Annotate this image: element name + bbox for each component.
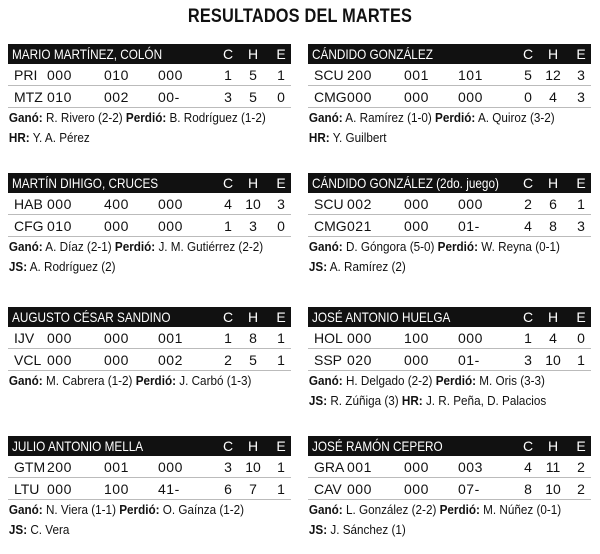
errors-total: 1 [277,330,285,346]
note-value: J. Sánchez (1) [327,522,406,537]
errors-total: 1 [277,459,285,475]
line-score-row [308,327,591,349]
pitching-note [8,108,266,128]
team-abbr: SCU [314,196,344,212]
hits-total: 10 [245,459,261,475]
line-score-row [8,64,291,86]
team-abbr: CAV [314,481,342,497]
pitching-note [308,128,563,148]
inning-group: 100 [104,481,129,497]
column-header: E [576,175,586,191]
note-value: H. Delgado (2-2) [342,373,436,388]
inning-group: 00- [158,89,180,105]
runs-total: 1 [224,218,232,234]
team-abbr: MTZ [14,89,43,105]
inning-group: 000 [404,352,429,368]
inning-group: 000 [47,196,72,212]
runs-total: 3 [224,89,232,105]
team-abbr: HOL [314,330,343,346]
venue-name: AUGUSTO CÉSAR SANDINO [12,309,171,325]
game-box [308,44,591,148]
pitching-note [308,520,563,540]
team-abbr: CMG [314,218,347,234]
note-label: HR: [8,130,30,145]
inning-group: 01- [458,218,480,234]
runs-total: 8 [524,481,532,497]
errors-total: 0 [277,218,285,234]
hits-total: 12 [545,67,561,83]
inning-group: 000 [404,218,429,234]
inning-group: 01- [458,352,480,368]
errors-total: 3 [577,89,585,105]
runs-total: 2 [224,352,232,368]
pitching-note [308,257,563,277]
errors-total: 2 [577,459,585,475]
errors-total: 1 [577,196,585,212]
note-value: W. Reyna (0-1) [477,239,560,254]
inning-group: 003 [458,459,483,475]
note-label: HR: [308,130,330,145]
team-abbr: VCL [14,352,42,368]
game-box [8,307,291,391]
game-box [8,173,291,277]
note-label: Ganó: [308,502,343,517]
runs-total: 4 [224,196,232,212]
column-header: H [547,438,559,454]
team-abbr: PRI [14,67,38,83]
game-box [308,173,591,277]
note-value: R. Zúñiga (3) [327,393,402,408]
column-header: H [547,309,559,325]
note-value: N. Viera (1-1) [42,502,120,517]
runs-total: 1 [224,330,232,346]
errors-total: 3 [277,196,285,212]
line-score-row [308,349,591,371]
inning-group: 000 [158,67,183,83]
column-header: E [276,46,286,62]
inning-group: 001 [404,67,429,83]
game-header [8,307,291,327]
inning-group: 000 [347,481,372,497]
line-score-row [308,64,591,86]
inning-group: 000 [158,459,183,475]
note-label: JS: [8,259,28,274]
inning-group: 010 [104,67,129,83]
note-value: J. M. Gutiérrez (2-2) [155,239,264,254]
runs-total: 2 [524,196,532,212]
column-header: C [522,46,534,62]
runs-total: 4 [524,218,532,234]
runs-total: 3 [224,459,232,475]
hits-total: 4 [549,89,557,105]
inning-group: 000 [47,352,72,368]
note-value: J. Carbó (1-3) [176,373,252,388]
inning-group: 100 [404,330,429,346]
note-label: Perdió: [119,502,160,517]
runs-total: 0 [524,89,532,105]
inning-group: 000 [47,67,72,83]
venue-name: JULIO ANTONIO MELLA [12,438,144,454]
note-label: JS: [308,393,328,408]
inning-group: 000 [104,218,129,234]
note-label: Ganó: [308,239,343,254]
line-score-row [8,456,291,478]
game-header [308,44,591,64]
hits-total: 10 [545,352,561,368]
runs-total: 6 [224,481,232,497]
team-abbr: CFG [14,218,44,234]
inning-group: 000 [404,459,429,475]
inning-group: 002 [347,196,372,212]
pitching-note [8,128,263,148]
inning-group: 000 [347,330,372,346]
inning-group: 000 [458,89,483,105]
column-header: C [522,175,534,191]
line-score-row [308,215,591,237]
note-value: A. Ramírez (2) [327,259,406,274]
runs-total: 1 [524,330,532,346]
game-box [308,436,591,540]
column-header: C [222,309,234,325]
note-value: L. González (2-2) [342,502,440,517]
column-header: C [222,175,234,191]
note-value: O. Gaínza (1-2) [159,502,245,517]
note-value: A. Rodríguez (2) [27,259,116,274]
note-label: Perdió: [135,373,177,388]
note-label: JS: [8,522,28,537]
column-header: C [522,309,534,325]
hits-total: 3 [249,218,257,234]
line-score-row [8,349,291,371]
hits-total: 10 [545,481,561,497]
note-value: R. Rivero (2-2) [42,110,126,125]
venue-name: JOSÉ ANTONIO HUELGA [312,309,451,325]
pitching-note [308,371,563,391]
note-value: C. Vera [27,522,70,537]
venue-name: MARTÍN DIHIGO, CRUCES [12,175,159,191]
note-value: M. Cabrera (1-2) [42,373,136,388]
inning-group: 000 [404,481,429,497]
column-header: H [547,46,559,62]
note-label: Perdió: [435,373,477,388]
inning-group: 000 [104,352,129,368]
note-label: Ganó: [8,502,43,517]
runs-total: 1 [224,67,232,83]
inning-group: 000 [404,196,429,212]
game-box [8,436,291,540]
inning-group: 000 [158,218,183,234]
column-header: C [222,46,234,62]
note-value: Y. A. Pérez [29,130,90,145]
note-value: A. Quiroz (3-2) [475,110,555,125]
line-score-row [8,478,291,500]
inning-group: 002 [158,352,183,368]
note-label: Ganó: [308,110,343,125]
game-box [8,44,291,148]
line-score-row [8,86,291,108]
column-header: H [247,46,259,62]
venue-name: CÁNDIDO GONZÁLEZ [312,46,433,62]
venue-name: MARIO MARTÍNEZ, COLÓN [12,46,163,62]
page-title: RESULTADOS DEL MARTES [187,6,413,27]
errors-total: 0 [277,89,285,105]
column-header: H [547,175,559,191]
column-header: H [247,309,259,325]
hits-total: 4 [549,330,557,346]
note-value: M. Oris (3-3) [476,373,545,388]
line-score-row [308,193,591,215]
note-label: HR: [401,393,423,408]
team-abbr: CMG [314,89,347,105]
column-header: E [276,309,286,325]
pitching-note [308,108,563,128]
note-label: Ganó: [308,373,343,388]
pitching-note [8,257,263,277]
inning-group: 001 [158,330,183,346]
pitching-note [8,500,263,520]
inning-group: 002 [104,89,129,105]
line-score-row [308,456,591,478]
errors-total: 1 [277,67,285,83]
inning-group: 010 [47,218,72,234]
note-value: A. Ramírez (1-0) [342,110,436,125]
inning-group: 000 [458,330,483,346]
pitching-note [308,237,563,257]
game-header [8,44,291,64]
pitching-note [8,520,263,540]
line-score-row [308,86,591,108]
note-label: Perdió: [125,110,167,125]
game-header [8,173,291,193]
game-header [308,307,591,327]
note-label: Ganó: [8,239,43,254]
game-header [308,173,591,193]
errors-total: 1 [277,481,285,497]
column-header: H [247,175,259,191]
inning-group: 021 [347,218,372,234]
note-label: Perdió: [114,239,156,254]
team-abbr: SSP [314,352,343,368]
note-label: Perdió: [435,110,476,125]
hits-total: 6 [549,196,557,212]
note-value: J. R. Peña, D. Palacios [422,393,547,408]
note-value: Y. Guilbert [329,130,387,145]
errors-total: 3 [577,218,585,234]
inning-group: 001 [104,459,129,475]
inning-group: 000 [404,89,429,105]
team-abbr: GTM [14,459,46,475]
hits-total: 5 [249,67,257,83]
inning-group: 000 [104,330,129,346]
errors-total: 3 [577,67,585,83]
inning-group: 000 [47,481,72,497]
errors-total: 1 [277,352,285,368]
note-label: Ganó: [8,373,43,388]
column-header: E [576,438,586,454]
note-label: Ganó: [8,110,43,125]
team-abbr: SCU [314,67,344,83]
hits-total: 5 [249,89,257,105]
runs-total: 3 [524,352,532,368]
hits-total: 11 [545,459,561,475]
errors-total: 1 [577,352,585,368]
errors-total: 2 [577,481,585,497]
line-score-row [8,215,291,237]
runs-total: 5 [524,67,532,83]
runs-total: 4 [524,459,532,475]
column-header: C [522,438,534,454]
pitching-note [308,391,563,411]
inning-group: 200 [47,459,72,475]
inning-group: 020 [347,352,372,368]
note-value: B. Rodríguez (1-2) [166,110,266,125]
pitching-note [308,500,563,520]
note-label: Perdió: [439,502,480,517]
line-score-row [8,327,291,349]
hits-total: 10 [245,196,261,212]
column-header: E [276,175,286,191]
note-label: JS: [308,522,328,537]
team-abbr: GRA [314,459,345,475]
column-header: H [247,438,259,454]
hits-total: 7 [249,481,257,497]
note-label: Perdió: [437,239,478,254]
note-value: M. Núñez (0-1) [479,502,562,517]
inning-group: 000 [158,196,183,212]
hits-total: 8 [549,218,557,234]
inning-group: 000 [458,196,483,212]
team-abbr: HAB [14,196,43,212]
line-score-row [308,478,591,500]
column-header: E [576,309,586,325]
inning-group: 400 [104,196,129,212]
errors-total: 0 [577,330,585,346]
inning-group: 07- [458,481,480,497]
note-label: JS: [308,259,328,274]
note-value: A. Díaz (2-1) [42,239,115,254]
note-value: D. Góngora (5-0) [342,239,438,254]
column-header: E [276,438,286,454]
column-header: C [222,438,234,454]
inning-group: 001 [347,459,372,475]
team-abbr: IJV [14,330,35,346]
inning-group: 200 [347,67,372,83]
column-header: E [576,46,586,62]
hits-total: 5 [249,352,257,368]
inning-group: 101 [458,67,483,83]
inning-group: 41- [158,481,180,497]
game-box [308,307,591,411]
game-header [308,436,591,456]
pitching-note [8,371,263,391]
inning-group: 000 [347,89,372,105]
venue-name: JOSÉ RAMÓN CEPERO [312,438,443,454]
line-score-row [8,193,291,215]
inning-group: 010 [47,89,72,105]
venue-name: CÁNDIDO GONZÁLEZ (2do. juego) [312,175,499,191]
pitching-note [8,237,263,257]
team-abbr: LTU [14,481,40,497]
hits-total: 8 [249,330,257,346]
game-header [8,436,291,456]
inning-group: 000 [47,330,72,346]
